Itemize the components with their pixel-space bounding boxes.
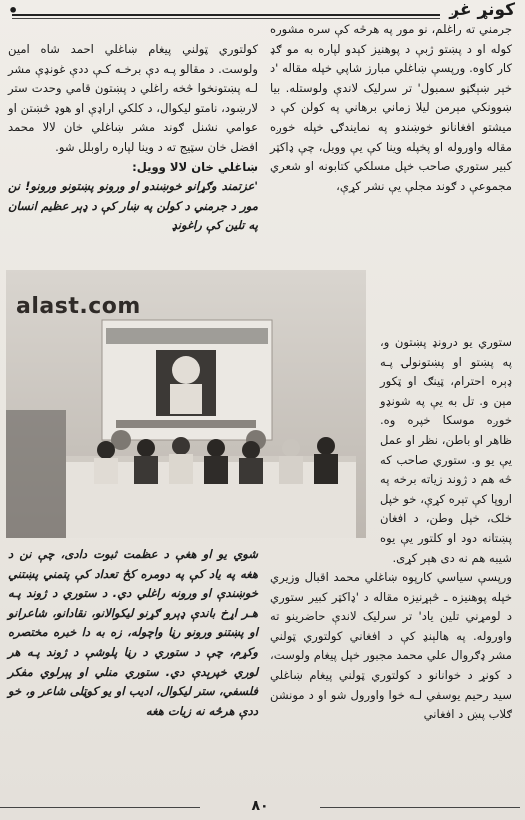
header-rule [12,14,440,16]
speech-subheading: ښاغلي خان لالا وويل: [132,159,258,174]
right-column-top [270,20,512,196]
footer-rule-right [320,807,520,808]
magazine-title: کونړ غږ [449,0,515,20]
paragraph: ورپسې سياسي کارپوه ښاغلي محمد اقبال وزيري خپله پوهنيزه ـ څېړنيزه مقاله د 'ډاکټر کبير ستوري د لومړني تلين ياد' تر سرليک لاندې حاضرينو ته واوروله. په هالېنډ کې د افغاني کولتوري ټولني مشر ډګروال علي محمد مجبور خپل پيغام ولوست، د کونړ د خوانانو د کولتوري ټولني پيغام ښاغلي سيد رحيم يوسفي لـه خوا واورول شو او د مونشن ګلاب پښ د افغاني [270,570,512,722]
right-column-narrow [380,333,512,568]
left-column-top [8,40,258,236]
event-photo [6,270,366,538]
footer-rule-left [0,807,200,808]
page-number: ۸۰ [251,798,269,814]
paragraph: ستوري يو درونډ پښتون و، په پښتو او پښتونولۍ پـه ډېره احترام، ټينګ او ټکور مېن و. تل به يې په شونډو خوږه موسکا خپره وه. ظاهر او باطن، نظر او عمل يې يو و. ستوري صاحب که څه هم د ژوند زياته برخه په اروپا کې تېره کړې، خو خپل خلک، خپل وطن، د افغان پښتانه دود او کلتور يې يوه شيبه هم نه دى هېر کړى. [380,335,512,565]
left-column-bottom [8,545,258,721]
header-ornament: • [8,1,19,20]
paragraph: جرمني ته راغلم، نو مور په هرڅه کې سره مشوره کوله او د پښتو ژبې د پوهنيز کېدو لپاره به مو ګډ کار کاوه. ورپسې ښاغلي مبارز شاپي خپله مقاله 'د خېر ښېګڼو سمبول' تر سرليک لاندې ولوستله. بيا ښوونکي مېرمن ليلا زماني برهاني په کولن کې د ميشتو افغانانو خوښندو په نمايندګۍ خپله خوږه مقاله واوروله او پخپله وينا کې يې وويل، چې ډاکټر کبير ستوري صاحب خپل مسلکي کتابونه او شعري مجموعې د ګوند مجلې يې نشر کړې، [270,22,512,193]
page-footer [200,798,320,814]
photo-banner-text: alast.com [16,294,141,319]
speech-quote-continued: شوي يو او هغې د عظمت ثبوت دادى، چې نن د هغه په ياد کې په دومره کڅ تعداد کې پتمني پښتني خوښندې او ورونه راغلي دي. د ستوري د ژوند پـه هـر اړخ باندې ډېرو ګړنو ليکوالانو، نقادانو، شاعرانو او پښتنو ورونو رڼا واچوله، زه به دا خبره مختصره وکړم، چې د ستوري د رڼا پلوشې د ژوند پـه هر لوري خپرېدې دي. ستوري منلي او پېرلوي مفکر فلسفي، ستر ليکوال، اديب او يو کوټلى شاعر و، خو ددې هرڅه نه زيات هغه [8,547,258,718]
speech-quote: 'عزتمند وګړانو خوښندو او ورونو پښتونو ورونو! نن مور د جرمني د کولن په ښار کې د ډېر عظيم انسان په تلين کې راغونډ [8,179,258,233]
paragraph: کولتوري ټولني پيغام ښاغلي احمد شاه امين ولوست. د مقالو پـه دې برخـه کـې ددې غونډې مشر لـه پښتونخوا څخه راغلي د پښتون قامي وحدت ستر لارښود، نامتو ليکوال، د کلکي اراډې او هوډ څښتن او عوامي نشنل ګوند مشر ښاغلي خان لالا محمد افضل خان سټيج ته د وينا لپاره راوبلل شو. [8,42,258,154]
header-rule-thin [12,18,440,19]
right-column-bottom [270,568,512,725]
